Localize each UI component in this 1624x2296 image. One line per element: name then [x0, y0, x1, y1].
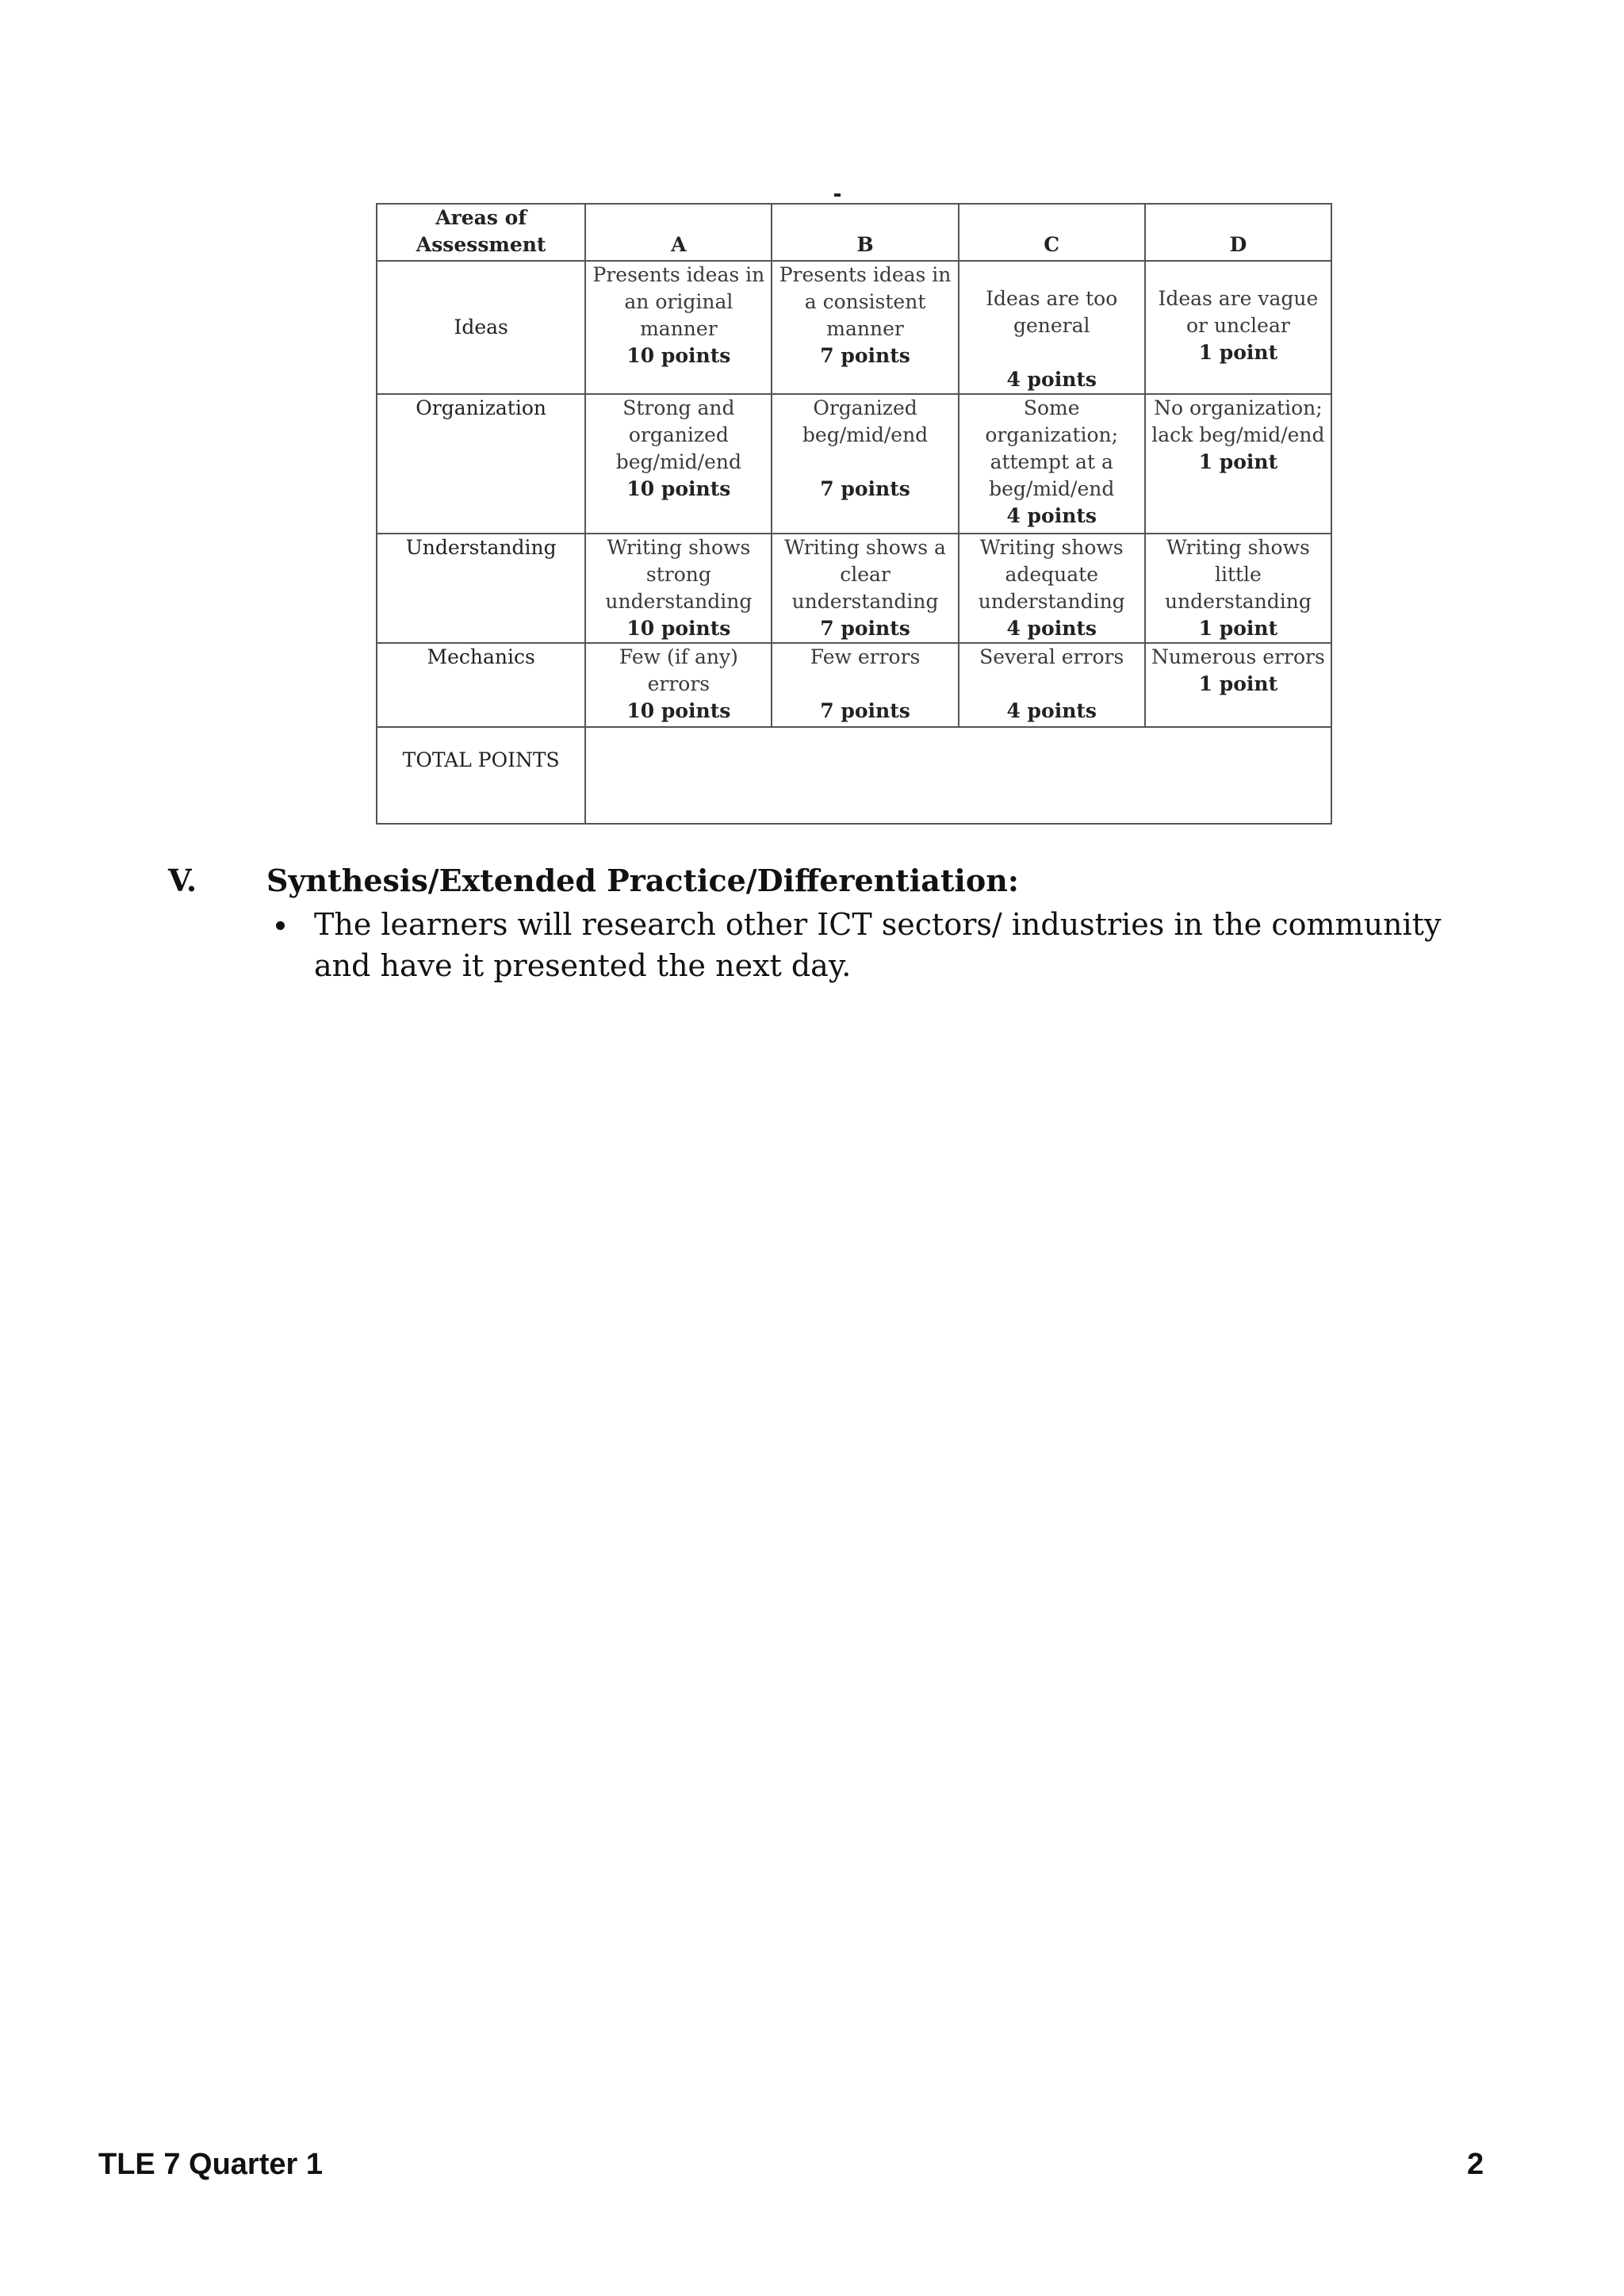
understanding-d-text: Writing shows little understanding	[1164, 536, 1312, 613]
understanding-cell-d	[1145, 534, 1331, 643]
organization-cell-a	[585, 394, 772, 534]
mechanics-cell-c	[959, 643, 1145, 727]
organization-b-points: 7 points	[820, 477, 910, 500]
stray-mark	[834, 193, 841, 197]
mechanics-c-points: 4 points	[1006, 699, 1097, 722]
row-label-understanding: Understanding	[377, 534, 585, 643]
ideas-c-points: 4 points	[1006, 368, 1097, 391]
understanding-cell-a	[585, 534, 772, 643]
organization-cell-c	[959, 394, 1145, 534]
mechanics-c-text: Several errors	[979, 645, 1124, 668]
footer-page-number: 2	[1467, 2148, 1484, 2181]
ideas-cell-a	[585, 261, 772, 394]
organization-d-text: No organization; lack beg/mid/end	[1151, 396, 1325, 446]
organization-cell-b	[772, 394, 958, 534]
understanding-a-text: Writing shows strong understanding	[605, 536, 753, 613]
ideas-c-text: Ideas are too general	[986, 287, 1118, 337]
row-label-organization: Organization	[377, 394, 585, 534]
organization-cell-d	[1145, 394, 1331, 534]
organization-c-points: 4 points	[1006, 504, 1097, 527]
rubric-header-row	[377, 204, 1331, 261]
mechanics-cell-a	[585, 643, 772, 727]
ideas-cell-b	[772, 261, 958, 394]
organization-d-points: 1 point	[1198, 450, 1278, 473]
ideas-b-points: 7 points	[820, 344, 910, 367]
mechanics-a-text: Few (if any) errors	[619, 645, 738, 695]
mechanics-b-text: Few errors	[810, 645, 921, 668]
rubric-table	[376, 203, 1332, 825]
list-item	[266, 904, 1503, 986]
section-title: Synthesis/Extended Practice/Differentiation:	[266, 863, 1019, 898]
understanding-b-points: 7 points	[820, 617, 910, 640]
understanding-d-points: 1 point	[1198, 617, 1278, 640]
rubric-row-organization	[377, 394, 1331, 534]
organization-c-text: Some organization; attempt at a beg/mid/end	[985, 396, 1119, 500]
understanding-b-text: Writing shows a clear understanding	[784, 536, 946, 613]
understanding-cell-c	[959, 534, 1145, 643]
bullet-icon	[276, 921, 285, 930]
header-areas-of-assessment: Areas of Assessment	[377, 204, 585, 261]
rubric-row-total	[377, 727, 1331, 824]
mechanics-cell-b	[772, 643, 958, 727]
row-label-ideas: Ideas	[377, 261, 585, 394]
total-points-blank-cell	[585, 727, 1331, 824]
row-label-mechanics: Mechanics	[377, 643, 585, 727]
bullet-text: The learners will research other ICT sectors/ industries in the community and have it presented the next day.	[314, 907, 1442, 983]
ideas-d-text: Ideas are vague or unclear	[1158, 287, 1319, 337]
ideas-cell-d	[1145, 261, 1331, 394]
footer-course-label: TLE 7 Quarter 1	[98, 2148, 323, 2181]
section-number: V.	[168, 863, 197, 898]
ideas-a-points: 10 points	[626, 344, 731, 367]
rubric-row-mechanics	[377, 643, 1331, 727]
rubric-table-container	[376, 203, 1332, 818]
understanding-a-points: 10 points	[626, 617, 731, 640]
understanding-c-text: Writing shows adequate understanding	[978, 536, 1125, 613]
mechanics-d-text: Numerous errors	[1151, 645, 1325, 668]
ideas-d-points: 1 point	[1198, 341, 1278, 364]
rubric-row-ideas	[377, 261, 1331, 394]
section-bullet-list	[266, 904, 1503, 986]
mechanics-b-points: 7 points	[820, 699, 910, 722]
header-grade-b: B	[772, 204, 958, 261]
ideas-a-text: Presents ideas in an original manner	[592, 263, 765, 340]
header-grade-c: C	[959, 204, 1145, 261]
rubric-row-understanding	[377, 534, 1331, 643]
organization-a-points: 10 points	[626, 477, 731, 500]
ideas-cell-c	[959, 261, 1145, 394]
header-grade-a: A	[585, 204, 772, 261]
mechanics-a-points: 10 points	[626, 699, 731, 722]
organization-b-text: Organized beg/mid/end	[802, 396, 929, 446]
understanding-cell-b	[772, 534, 958, 643]
understanding-c-points: 4 points	[1006, 617, 1097, 640]
row-label-total-points: TOTAL POINTS	[377, 727, 585, 824]
mechanics-cell-d	[1145, 643, 1331, 727]
header-grade-d: D	[1145, 204, 1331, 261]
organization-a-text: Strong and organized beg/mid/end	[615, 396, 742, 473]
mechanics-d-points: 1 point	[1198, 672, 1278, 695]
ideas-b-text: Presents ideas in a consistent manner	[779, 263, 952, 340]
